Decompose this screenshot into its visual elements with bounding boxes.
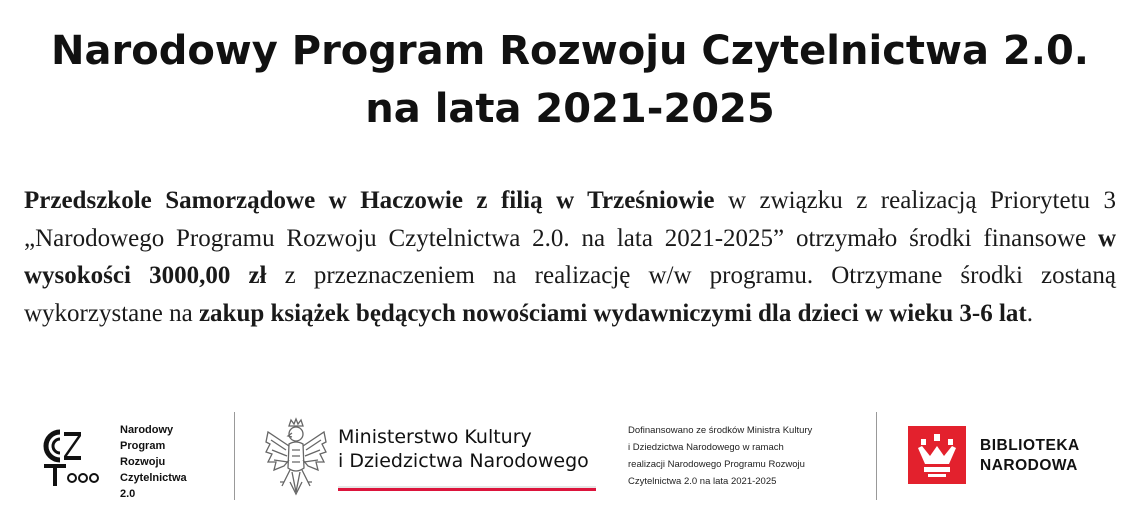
sponsor-footer (0, 410, 1140, 510)
npr-logo-text (120, 422, 225, 502)
funding-line-4: Czytelnictwa 2.0 na lata 2021-2025 (628, 476, 777, 487)
polish-flag-stripe (338, 486, 596, 491)
npr-line-2: Program (120, 440, 166, 452)
npr-line-1: Narodowy (120, 424, 174, 436)
paragraph-end: . (1026, 299, 1033, 327)
ministry-name (338, 425, 589, 473)
library-name (980, 436, 1080, 476)
npr-line-3: Rozwoju (120, 456, 166, 468)
biblioteka-narodowa-logo-icon (908, 426, 966, 484)
funding-line-3: realizacji Narodowego Programu Rozwoju (628, 459, 805, 470)
polish-eagle-icon (262, 416, 330, 498)
footer-divider (876, 412, 877, 500)
npr-line-4: Czytelnictwa (120, 472, 187, 484)
library-line-2: NARODOWA (980, 457, 1078, 474)
ministry-line-2: i Dziedzictwa Narodowego (338, 450, 589, 472)
funding-line-2: i Dziedzictwa Narodowego w ramach (628, 442, 784, 453)
paragraph-text-1: w związku z realizacją Priorytetu 3 „Narodowego Programu Rozwoju Czytelnictwa 2.0. na lata 2021-2025” otrzymało środki finansowe (24, 187, 1116, 252)
school-name: Przedszkole Samorządowe w Haczowie z filią w Trześniowie (24, 187, 715, 214)
page-title (0, 22, 1140, 138)
npr-line-5: 2.0 (120, 488, 136, 500)
title-line-2: na lata 2021-2025 (365, 86, 775, 132)
title-line-1: Narodowy Program Rozwoju Czytelnictwa 2.0. (51, 28, 1089, 74)
funding-note (628, 422, 858, 490)
npr-logo-icon (40, 426, 104, 490)
ministry-line-1: Ministerstwo Kultury (338, 426, 532, 448)
footer-divider (234, 412, 235, 500)
library-line-1: BIBLIOTEKA (980, 437, 1080, 454)
funding-line-1: Dofinansowano ze środków Ministra Kultury (628, 425, 813, 436)
paragraph-text-2: z przeznaczeniem na realizację w/w programu. Otrzymane środki zostaną wykorzystane na (24, 262, 1116, 327)
funding-amount: w wysokości 3000,00 zł (24, 224, 1116, 289)
funding-purpose: zakup książek będących nowościami wydawniczymi dla dzieci w wieku 3-6 lat (198, 299, 1027, 327)
announcement-paragraph (24, 182, 1116, 332)
